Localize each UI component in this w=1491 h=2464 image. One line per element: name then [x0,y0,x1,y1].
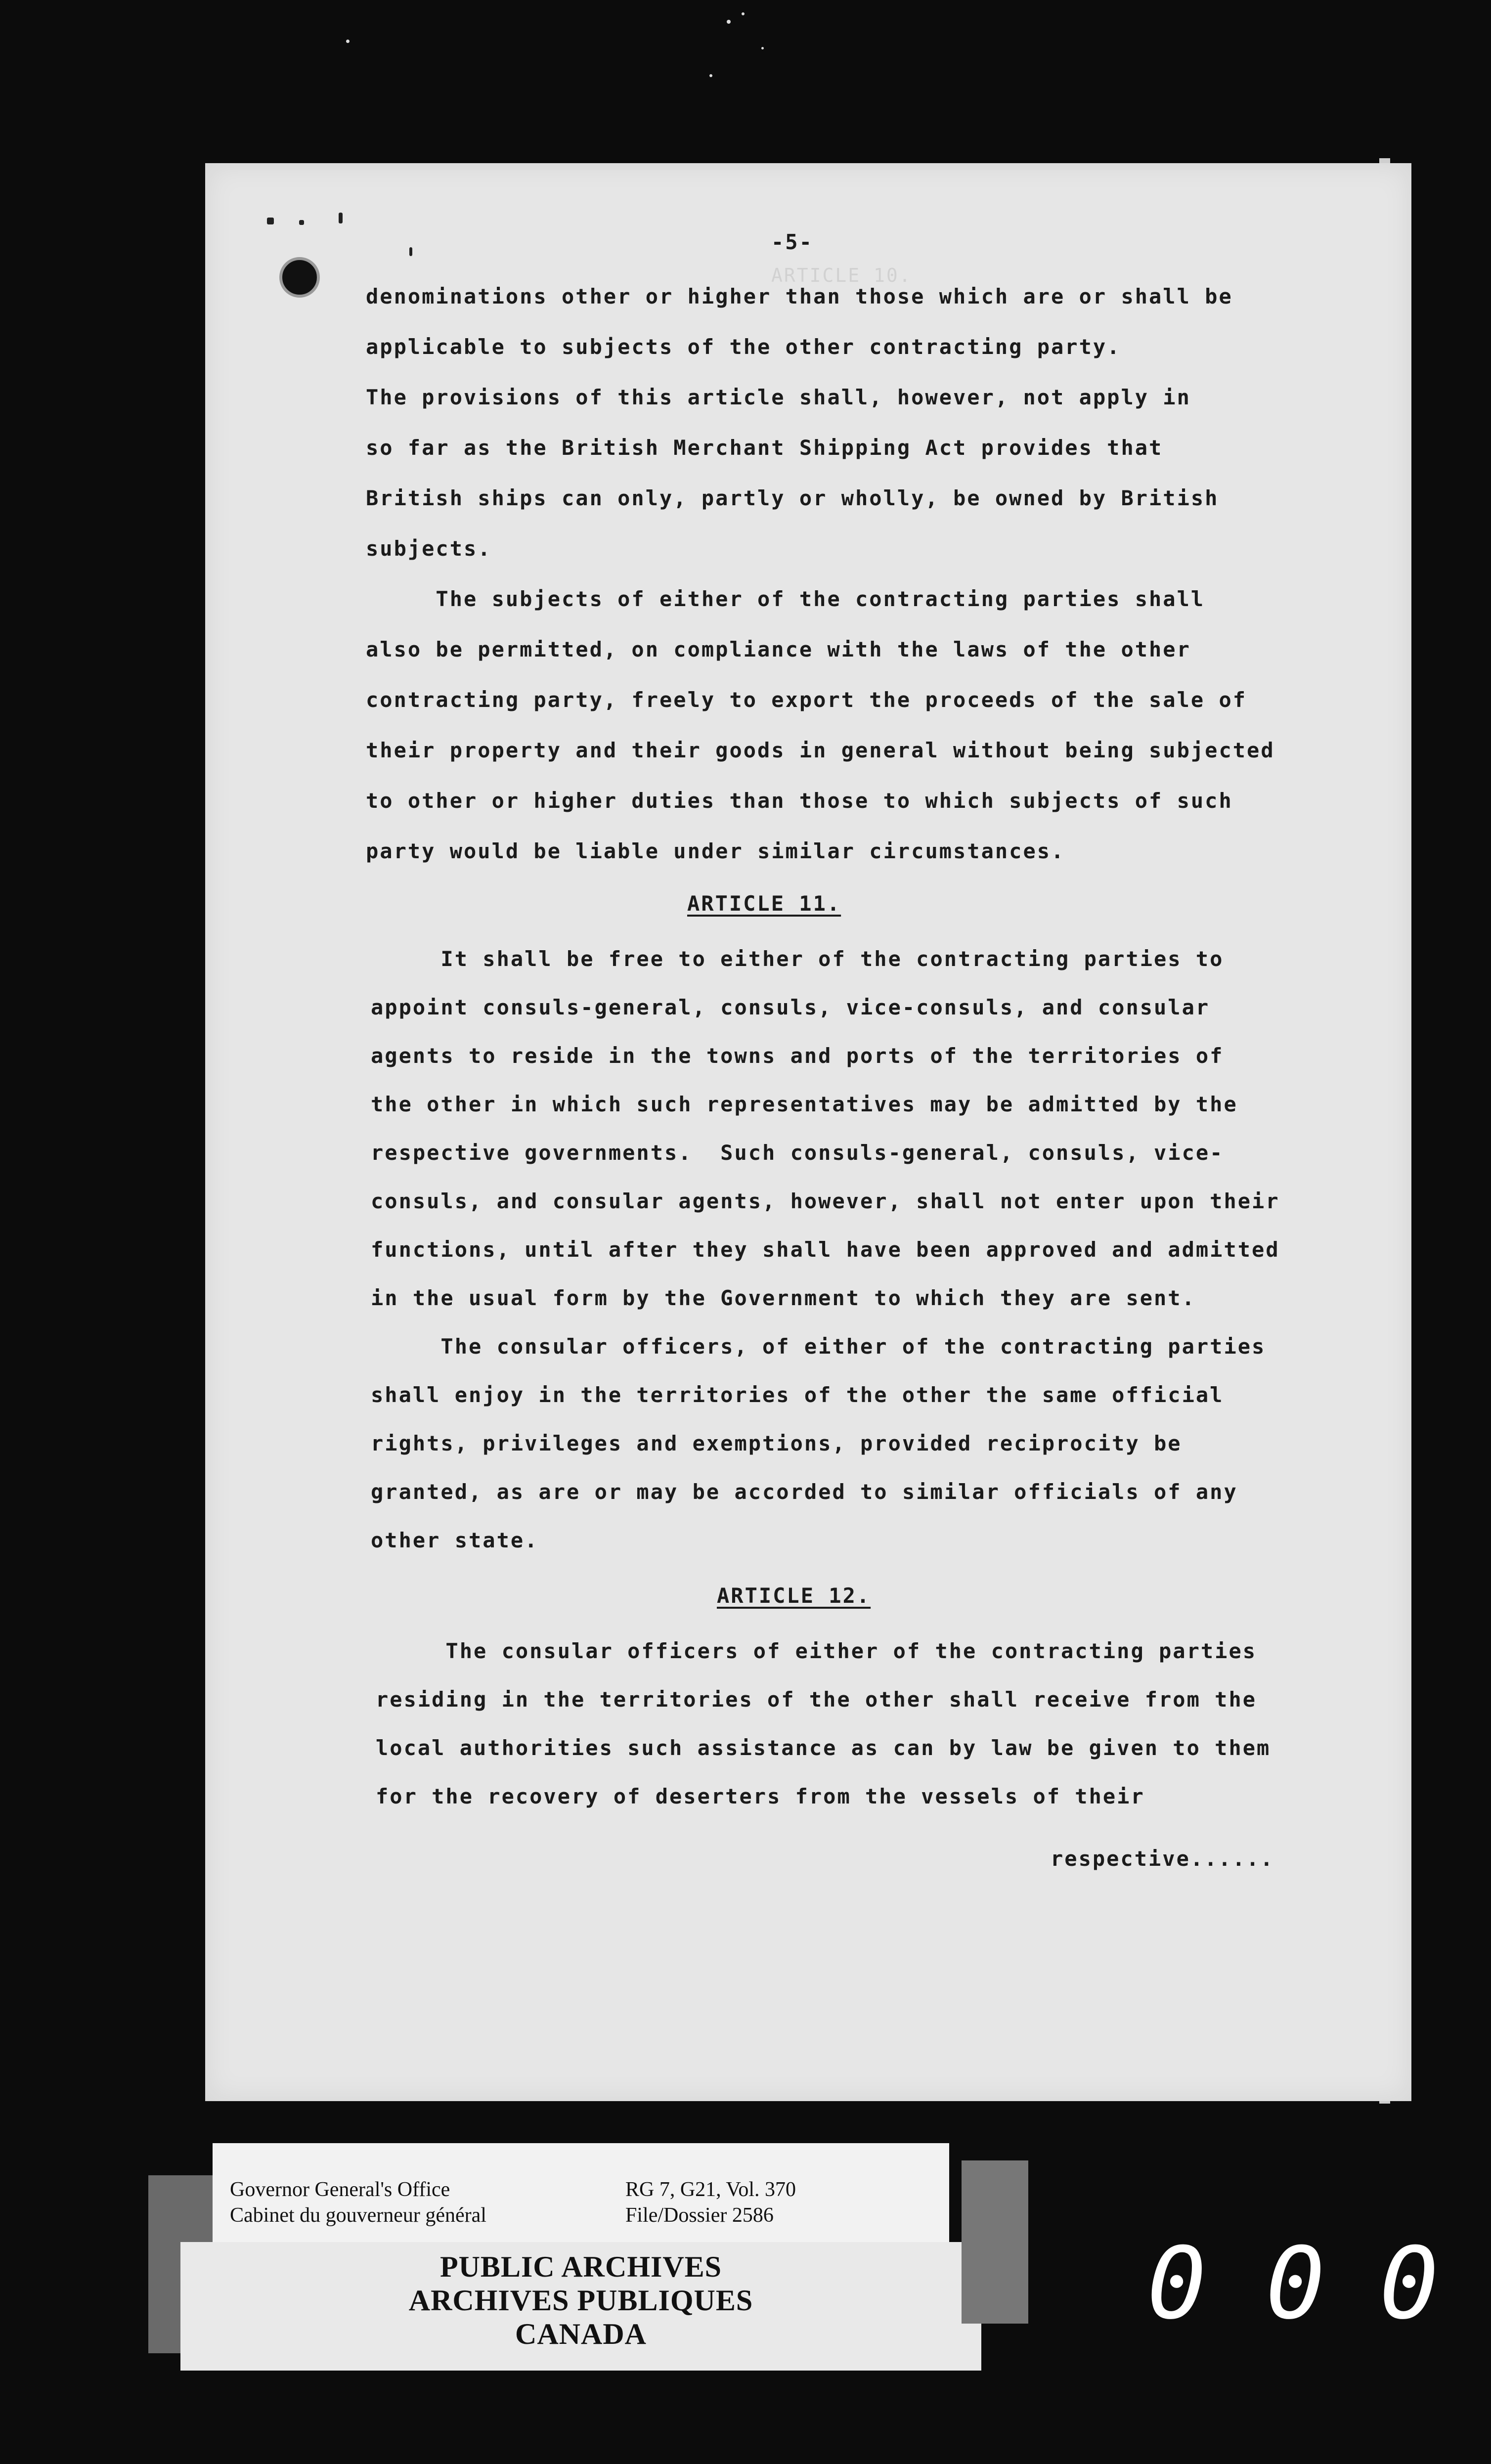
body-line: The consular officers of either of the contracting parties [376,1639,1257,1663]
film-speck [742,12,745,15]
body-line: functions, until after they shall have been approved and admitted [371,1237,1280,1262]
body-line: residing in the territories of the other shall receive from the [376,1687,1257,1712]
body-line: granted, as are or may be accorded to similar officials of any [371,1480,1238,1504]
film-speck [709,74,712,77]
archive-reference-label [213,2143,949,2242]
corner-mark [339,213,343,223]
stamp-french: ARCHIVES PUBLIQUES [408,2284,753,2317]
stamp-country: CANADA [515,2318,647,2350]
body-line: so far as the British Merchant Shipping Act provides that [366,436,1163,460]
body-line: in the usual form by the Government to which they are sent. [371,1286,1196,1310]
body-line: shall enjoy in the territories of the other the same official [371,1383,1224,1407]
body-line: agents to reside in the towns and ports of the territories of [371,1044,1224,1068]
body-line: for the recovery of deserters from the vessels of their [376,1784,1145,1808]
page-number: -5- [771,230,813,254]
file-reference: File/Dossier 2586 [625,2204,774,2227]
frame-counter-digit: 0 [1379,2226,1439,2341]
body-line: consuls, and consular agents, however, shall not enter upon their [371,1189,1280,1213]
body-line: subjects. [366,536,492,561]
body-line: applicable to subjects of the other contracting party. [366,335,1121,359]
body-line: also be permitted, on compliance with the laws of the other [366,637,1191,661]
body-line: The consular officers, of either of the contracting parties [371,1334,1266,1359]
body-line: British ships can only, partly or wholly, be owned by British [366,486,1219,510]
body-line: to other or higher duties than those to which subjects of such [366,789,1233,813]
catchword: respective...... [1051,1847,1274,1871]
office-english: Governor General's Office [230,2178,450,2201]
body-line: party would be liable under similar circumstances. [366,839,1065,863]
film-speck [761,47,764,49]
body-line: the other in which such representatives may be admitted by the [371,1092,1238,1116]
corner-mark [267,218,274,224]
body-line: their property and their goods in general without being subjected [366,738,1275,762]
body-line: respective governments. Such consuls-general, consuls, vice- [371,1141,1224,1165]
stamp-english: PUBLIC ARCHIVES [439,2250,722,2283]
bleed-through-text: ARTICLE 10. [771,264,912,286]
office-french: Cabinet du gouverneur général [230,2204,486,2227]
body-line: The subjects of either of the contracting parties shall [366,587,1205,611]
body-line: appoint consuls-general, consuls, vice-consuls, and consular [371,995,1210,1019]
corner-mark [299,220,304,225]
body-line: rights, privileges and exemptions, provided reciprocity be [371,1431,1182,1455]
body-line: contracting party, freely to export the proceeds of the sale of [366,688,1247,712]
body-line: The provisions of this article shall, however, not apply in [366,385,1191,409]
body-line: denominations other or higher than those which are or shall be [366,284,1233,308]
film-leader-block [962,2160,1028,2324]
frame-counter-digit: 0 [1147,2226,1207,2341]
body-line: other state. [371,1528,539,1552]
body-line: local authorities such assistance as can by law be given to them [376,1736,1271,1760]
article-11-heading: ARTICLE 11. [687,891,841,916]
record-group-reference: RG 7, G21, Vol. 370 [625,2178,796,2201]
punch-hole [279,257,320,298]
frame-counter-digit: 0 [1266,2226,1325,2341]
corner-mark [409,247,412,256]
body-line: It shall be free to either of the contracting parties to [371,947,1224,971]
archives-stamp [180,2242,981,2371]
film-speck [727,20,731,24]
film-speck [346,40,350,43]
article-12-heading: ARTICLE 12. [717,1584,871,1608]
